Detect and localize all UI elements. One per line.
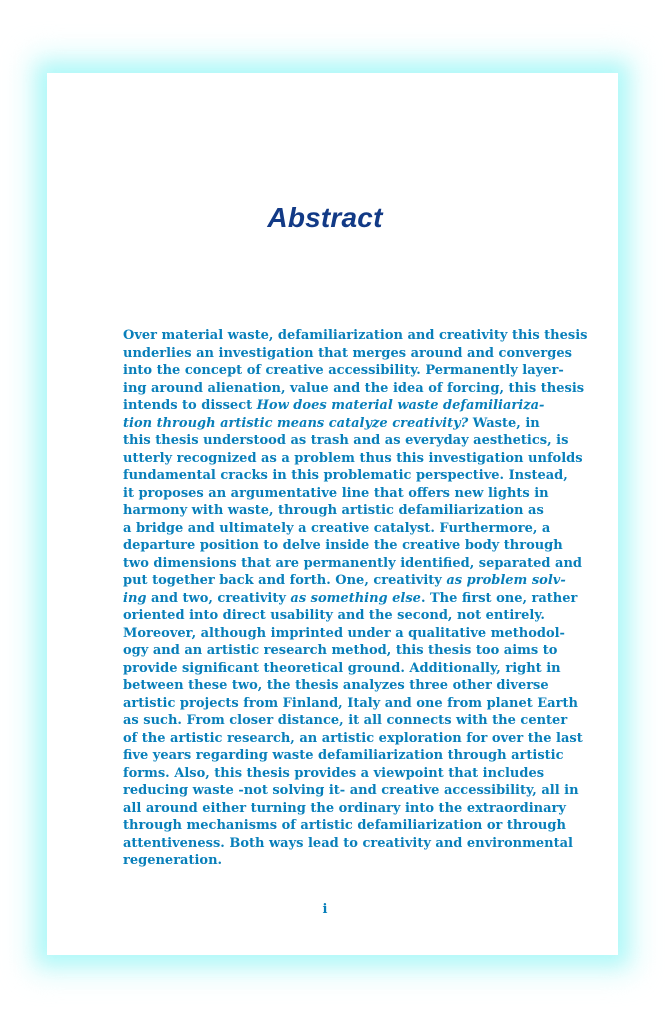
body-text: intends to dissect: [123, 398, 257, 413]
body-text: and two, creativity: [146, 590, 291, 606]
body-text: provide significant theoretical ground. Additionally, right in: [123, 660, 561, 676]
body-text: Over material waste, defamiliarization and creativity this thesis: [123, 328, 588, 343]
body-text: utterly recognized as a problem thus this investigation unfolds: [123, 450, 583, 466]
body-line: [123, 380, 585, 398]
body-line: [123, 660, 561, 678]
body-line: [123, 432, 569, 450]
body-line: [123, 327, 588, 345]
body-text: Waste, in: [468, 415, 540, 431]
body-line: [123, 765, 545, 783]
body-line: [123, 590, 578, 608]
body-line: [123, 677, 549, 695]
body-line: [123, 502, 544, 520]
body-text: regeneration.: [123, 853, 223, 868]
body-text-italic: ing: [123, 590, 147, 606]
body-line: [123, 730, 583, 748]
page-number: i: [322, 902, 328, 917]
body-text: Moreover, although imprinted under a qualitative methodol-: [123, 625, 565, 641]
body-line: [123, 835, 573, 853]
body-text: artistic projects from Finland, Italy and one from planet Earth: [123, 695, 578, 711]
body-line: [123, 782, 579, 800]
body-text: attentiveness. Both ways lead to creativity and environmental: [123, 835, 573, 851]
body-line: [123, 572, 566, 590]
body-text: ogy and an artistic research method, this thesis too aims to: [123, 643, 558, 658]
body-line: [123, 800, 566, 818]
body-line: [123, 467, 568, 485]
body-text: all around either turning the ordinary into the extraordinary: [123, 800, 566, 816]
body-line: [123, 345, 572, 363]
page-title: Abstract: [267, 202, 383, 233]
body-line: [123, 450, 583, 468]
body-line: [123, 695, 578, 713]
body-line: [123, 415, 540, 433]
body-line: [123, 607, 545, 625]
body-text: . The first one, rather: [420, 590, 578, 606]
body-line: [123, 397, 545, 415]
body-text-italic: as problem solv-: [446, 573, 566, 588]
body-text: a bridge and ultimately a creative catalyst. Furthermore, a: [123, 520, 551, 536]
body-line: [123, 625, 565, 643]
body-text: this thesis understood as trash and as everyday aesthetics, is: [123, 433, 569, 448]
abstract-body: [123, 327, 588, 870]
body-line: [123, 362, 564, 380]
body-text: five years regarding waste defamiliarization through artistic: [123, 748, 564, 763]
body-text: underlies an investigation that merges around and converges: [123, 345, 572, 361]
body-text-italic: tion through artistic means catalyze creativity?: [123, 415, 469, 431]
body-line: [123, 485, 549, 503]
body-text: oriented into direct usability and the second, not entirely.: [123, 608, 545, 623]
body-text: fundamental cracks in this problematic perspective. Instead,: [123, 468, 568, 483]
body-line: [123, 817, 566, 835]
body-line: [123, 747, 564, 765]
body-text-italic: as something else: [290, 590, 421, 606]
body-text: forms. Also, this thesis provides a viewpoint that includes: [123, 765, 545, 781]
body-text: into the concept of creative accessibility. Permanently layer-: [123, 363, 564, 378]
body-line: [123, 537, 563, 555]
body-text: between these two, the thesis analyzes three other diverse: [123, 678, 549, 693]
body-text: through mechanisms of artistic defamiliarization or through: [123, 818, 566, 833]
body-line: [123, 555, 582, 573]
body-text: as such. From closer distance, it all connects with the center: [123, 713, 568, 728]
body-line: [123, 642, 558, 660]
body-line: [123, 520, 551, 538]
body-text: departure position to delve inside the creative body through: [123, 538, 563, 553]
body-line: [123, 852, 533, 870]
body-text-italic: How does material waste defamiliariza-: [256, 398, 545, 413]
body-text: reducing waste -not solving it- and creative accessibility, all in: [123, 783, 579, 798]
body-text: two dimensions that are permanently identified, separated and: [123, 555, 582, 571]
body-text: ing around alienation, value and the idea of forcing, this thesis: [123, 380, 585, 396]
body-text: of the artistic research, an artistic exploration for over the last: [123, 730, 583, 746]
body-text: harmony with waste, through artistic defamiliarization as: [123, 503, 544, 518]
body-line: [123, 712, 568, 730]
body-text: put together back and forth. One, creativity: [123, 573, 447, 588]
body-text: it proposes an argumentative line that offers new lights in: [123, 485, 549, 501]
